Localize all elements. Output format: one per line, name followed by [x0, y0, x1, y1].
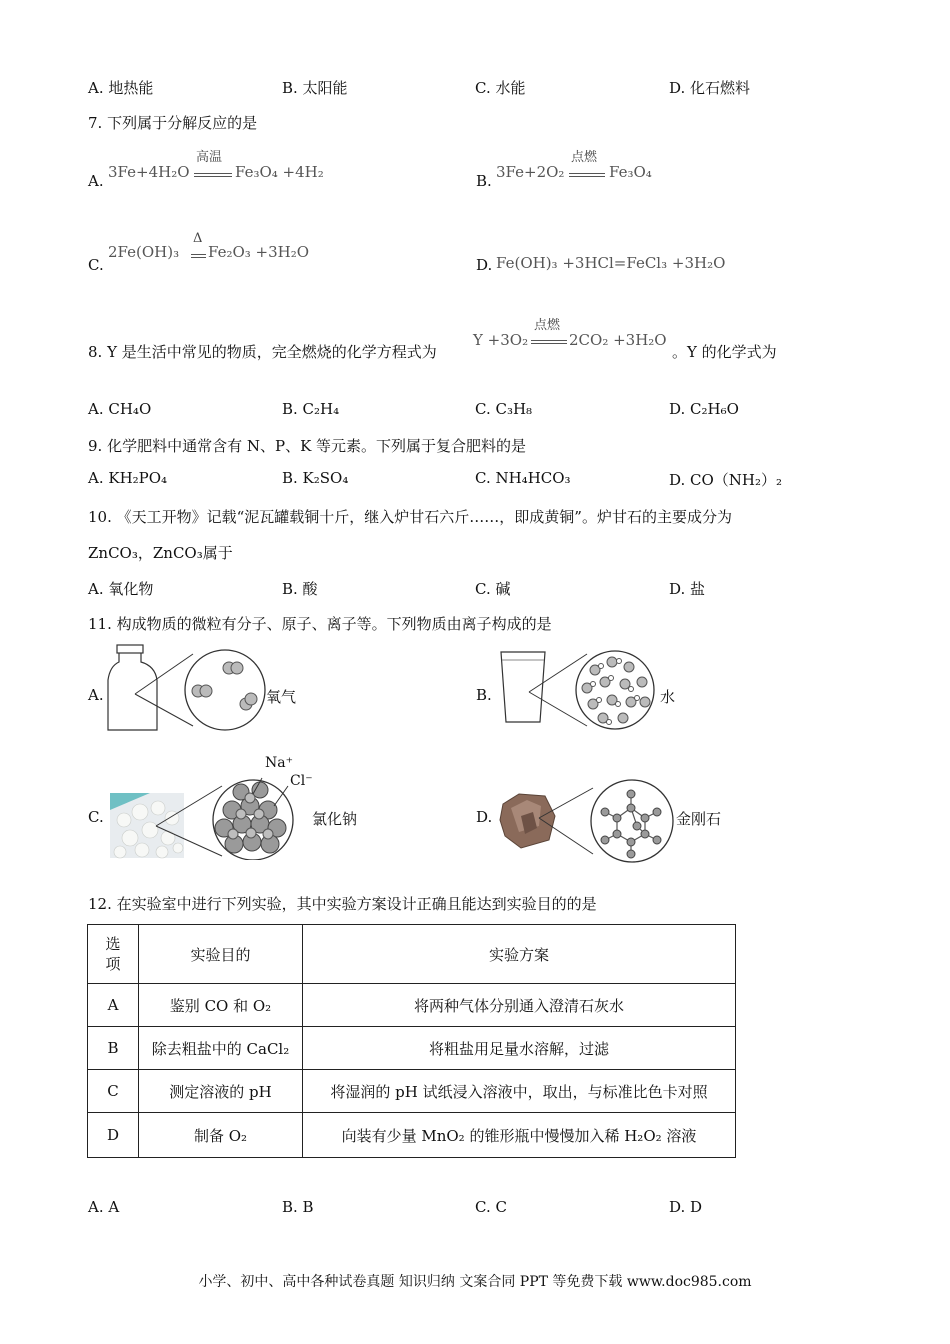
- q11-a-label: A.: [88, 686, 104, 704]
- q12-header-purpose: 实验目的: [139, 925, 303, 984]
- q7-a-equals: [194, 173, 232, 177]
- q6-option-b: B. 太阳能: [282, 79, 348, 97]
- q7-a-products: Fe₃O₄ +4H₂: [235, 163, 324, 181]
- q7-b-equals: [569, 173, 605, 177]
- q7-a-reactants: 3Fe+4H₂O: [108, 163, 190, 181]
- table-row: [88, 984, 736, 1027]
- q10-stem-line2: ZnCO₃，ZnCO₃属于: [88, 544, 233, 562]
- q7-c-products: Fe₂O₃ +3H₂O: [208, 243, 310, 261]
- q6-option-c: C. 水能: [475, 79, 526, 97]
- q11-a-name: 氧气: [266, 688, 297, 706]
- q10-option-c: C. 碱: [475, 580, 511, 598]
- q8-option-c: C. C₃H₈: [475, 400, 533, 418]
- q6-option-d: D. 化石燃料: [669, 79, 751, 97]
- q8-stem: 8. Y 是生活中常见的物质，完全燃烧的化学方程式为: [88, 343, 437, 361]
- q8-eq-condition: 点燃: [534, 318, 561, 333]
- q11-b-name: 水: [660, 688, 676, 706]
- q12-header-option: 选项: [88, 925, 139, 984]
- q7-b-reactants: 3Fe+2O₂: [496, 163, 565, 181]
- q10-option-b: B. 酸: [282, 580, 318, 598]
- q7-b-condition: 点燃: [571, 150, 598, 165]
- q12-option-a: A. A: [88, 1198, 120, 1216]
- q7-b-products: Fe₃O₄: [609, 163, 652, 181]
- q7-d-label: D.: [476, 256, 493, 274]
- q12-table: [87, 924, 736, 1158]
- q12-row-a-purpose: 鉴别 CO 和 O₂: [139, 984, 303, 1027]
- q8-eq-right: 2CO₂ +3H₂O: [569, 331, 667, 349]
- q7-stem: 7. 下列属于分解反应的是: [88, 114, 258, 132]
- q7-c-label: C.: [88, 256, 104, 274]
- q10-stem-line1: 10. 《天工开物》记载“泥瓦罐载铜十斤，继入炉甘石六斤……，即成黄铜”。炉甘石的主要成分为: [88, 508, 732, 526]
- q12-option-d: D. D: [669, 1198, 703, 1216]
- q12-row-c-purpose: 测定溶液的 pH: [139, 1070, 303, 1113]
- q8-eq-left: Y +3O₂: [473, 331, 529, 349]
- q11-c-cl-ion-label: Cl⁻: [290, 773, 313, 789]
- q11-d-name: 金刚石: [676, 810, 722, 828]
- diamond-illustration: [497, 776, 677, 866]
- q12-table-header-row: [88, 925, 736, 984]
- q12-row-c-option: C: [88, 1070, 139, 1113]
- q12-row-a-option: A: [88, 984, 139, 1027]
- q8-option-d: D. C₂H₆O: [669, 400, 739, 418]
- q12-header-plan: 实验方案: [303, 925, 736, 984]
- q11-d-label: D.: [476, 808, 493, 826]
- q9-option-d: D. CO（NH₂）₂: [669, 471, 783, 489]
- table-row: [88, 1113, 736, 1158]
- table-row: [88, 1070, 736, 1113]
- q12-row-b-plan: 将粗盐用足量水溶解，过滤: [303, 1027, 736, 1070]
- q12-stem: 12. 在实验室中进行下列实验，其中实验方案设计正确且能达到实验目的的是: [88, 895, 597, 913]
- q7-c-condition: Δ: [193, 231, 203, 246]
- q8-eq-equals: [531, 340, 567, 344]
- oxygen-bottle-illustration: [105, 640, 275, 735]
- q12-row-a-plan: 将两种气体分别通入澄清石灰水: [303, 984, 736, 1027]
- q8-stem-end: 。Y 的化学式为: [672, 343, 777, 361]
- q10-option-d: D. 盐: [669, 580, 706, 598]
- q9-option-b: B. K₂SO₄: [282, 469, 349, 487]
- q12-row-b-option: B: [88, 1027, 139, 1070]
- q11-c-label: C.: [88, 808, 104, 826]
- table-row: [88, 1027, 736, 1070]
- water-cup-illustration: [497, 640, 662, 735]
- q12-option-b: B. B: [282, 1198, 314, 1216]
- q11-c-na-ion-label: Na⁺: [265, 755, 293, 771]
- q12-row-c-plan: 将湿润的 pH 试纸浸入溶液中，取出，与标准比色卡对照: [303, 1070, 736, 1113]
- page-footer: 小学、初中、高中各种试卷真题 知识归纳 文案合同 PPT 等免费下载 www.doc985.com: [198, 1274, 752, 1290]
- q12-row-d-plan: 向装有少量 MnO₂ 的锥形瓶中慢慢加入稀 H₂O₂ 溶液: [303, 1113, 736, 1158]
- q12-option-c: C. C: [475, 1198, 507, 1216]
- q8-option-a: A. CH₄O: [88, 400, 152, 418]
- q11-c-name: 氯化钠: [312, 810, 358, 828]
- q12-row-d-option: D: [88, 1113, 139, 1158]
- q12-row-b-purpose: 除去粗盐中的 CaCl₂: [139, 1027, 303, 1070]
- q9-option-a: A. KH₂PO₄: [88, 469, 168, 487]
- q7-c-equals: [191, 254, 206, 258]
- q7-a-label: A.: [88, 172, 104, 190]
- q7-d-equation: Fe(OH)₃ +3HCl=FeCl₃ +3H₂O: [496, 254, 726, 272]
- q8-option-b: B. C₂H₄: [282, 400, 340, 418]
- q12-row-d-purpose: 制备 O₂: [139, 1113, 303, 1158]
- q9-option-c: C. NH₄HCO₃: [475, 469, 571, 487]
- q7-b-label: B.: [476, 172, 492, 190]
- q6-option-a: A. 地热能: [88, 79, 154, 97]
- q11-stem: 11. 构成物质的微粒有分子、原子、离子等。下列物质由离子构成的是: [88, 615, 552, 633]
- q9-stem: 9. 化学肥料中通常含有 N、P、K 等元素。下列属于复合肥料的是: [88, 437, 527, 455]
- q10-option-a: A. 氧化物: [88, 580, 154, 598]
- q7-c-reactants: 2Fe(OH)₃: [108, 243, 180, 261]
- q7-a-condition: 高温: [196, 150, 223, 165]
- q11-b-label: B.: [476, 686, 492, 704]
